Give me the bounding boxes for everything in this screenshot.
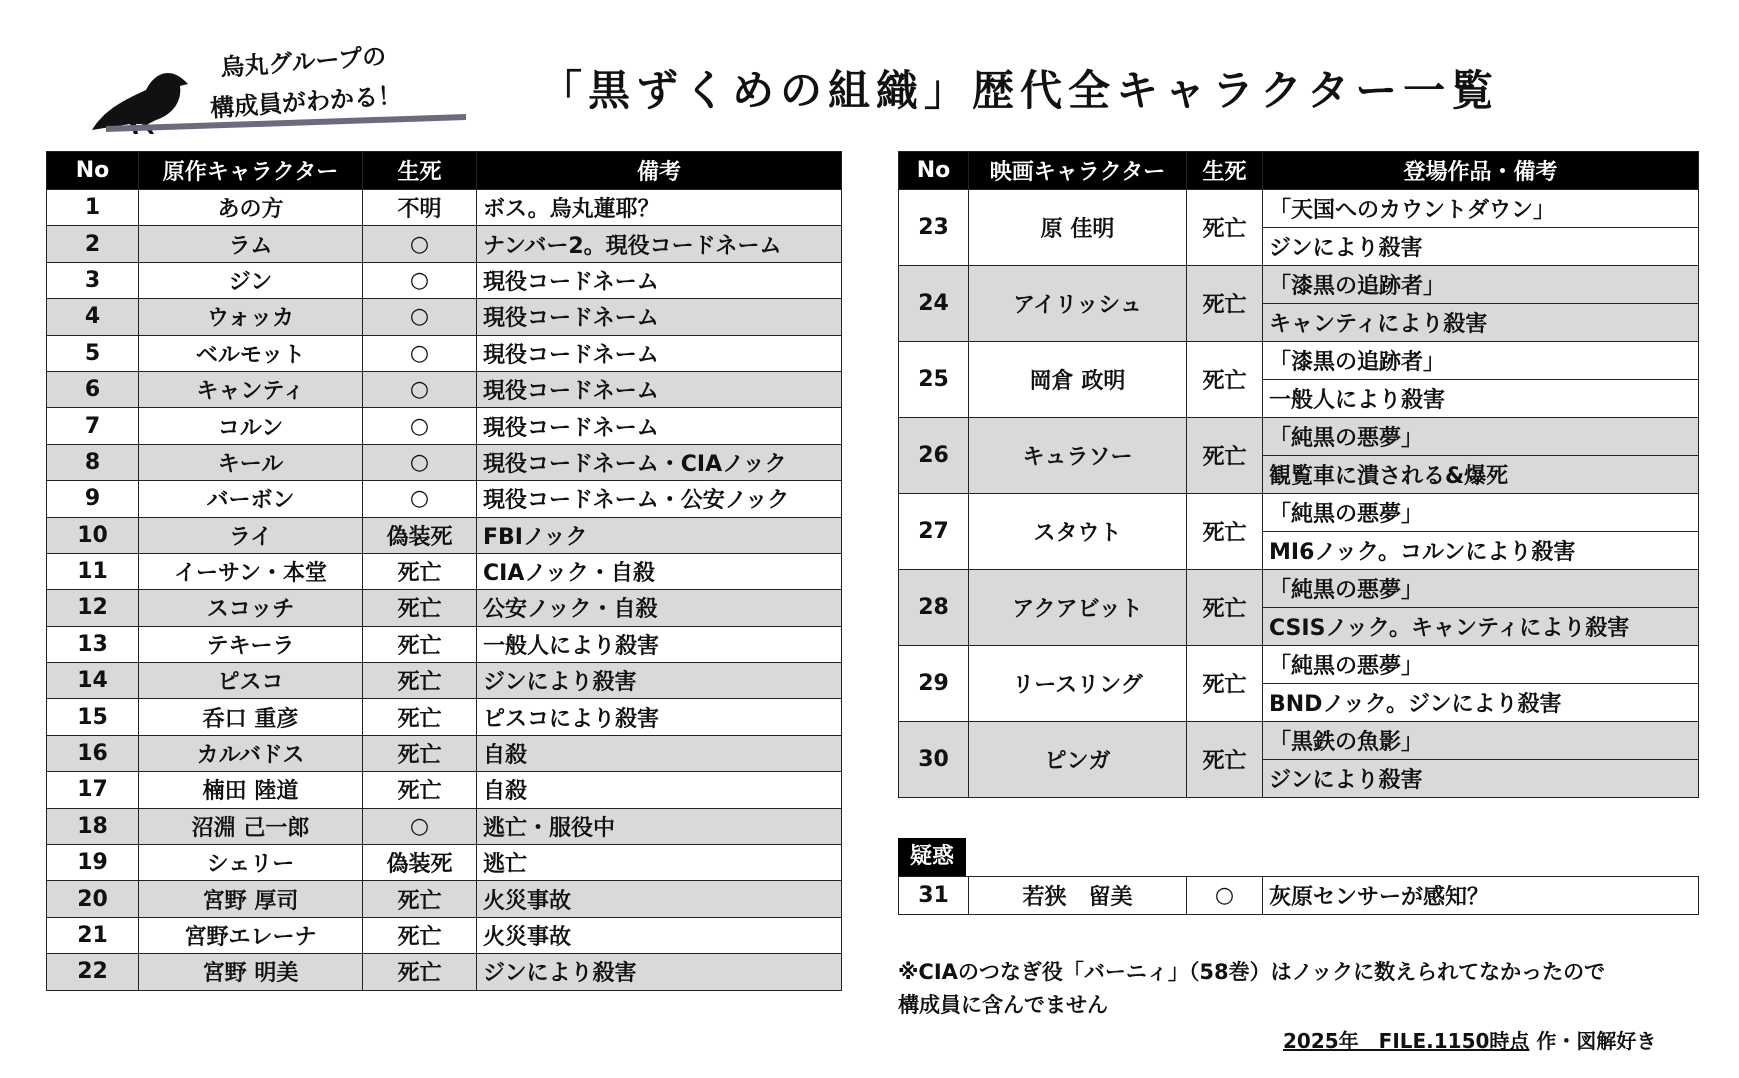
cell-name: ピスコ <box>139 663 363 699</box>
callout-text <box>187 34 423 140</box>
cell-note: 灰原センサーが感知？ <box>1263 877 1699 915</box>
table-row <box>47 517 842 553</box>
cell-note: BNDノック。ジンにより殺害 <box>1263 684 1699 722</box>
table-header-row <box>47 152 842 190</box>
table-row <box>899 190 1699 228</box>
cell-status: ○ <box>363 481 477 517</box>
cell-status: 死亡 <box>1187 342 1263 418</box>
cell-movie: 「黒鉄の魚影」 <box>1263 722 1699 760</box>
cell-name: コルン <box>139 408 363 444</box>
cell-note: CIAノック・自殺 <box>477 553 842 589</box>
cell-name: テキーラ <box>139 626 363 662</box>
cell-status: 死亡 <box>1187 722 1263 798</box>
header-no: No <box>899 152 969 190</box>
cell-status: ○ <box>363 444 477 480</box>
cell-name: 宮野 明美 <box>139 954 363 990</box>
cell-name: アクアビット <box>969 570 1187 646</box>
cell-no: 8 <box>47 444 139 480</box>
suspect-table <box>898 876 1699 915</box>
cell-status: 死亡 <box>363 735 477 771</box>
cell-status: 不明 <box>363 190 477 226</box>
cell-name: リースリング <box>969 646 1187 722</box>
header-name: 映画キャラクター <box>969 152 1187 190</box>
cell-no: 25 <box>899 342 969 418</box>
cell-name: キャンティ <box>139 371 363 407</box>
cell-status: 死亡 <box>1187 646 1263 722</box>
cell-name: 沼淵 己一郎 <box>139 808 363 844</box>
cell-no: 7 <box>47 408 139 444</box>
cell-status: 死亡 <box>363 772 477 808</box>
cell-status: 死亡 <box>1187 570 1263 646</box>
cell-no: 28 <box>899 570 969 646</box>
cell-no: 3 <box>47 262 139 298</box>
cell-name: ウォッカ <box>139 299 363 335</box>
table-row <box>47 663 842 699</box>
cell-no: 30 <box>899 722 969 798</box>
cell-movie: 「純黒の悪夢」 <box>1263 646 1699 684</box>
table-row <box>47 481 842 517</box>
cell-note: ボス。烏丸蓮耶？ <box>477 190 842 226</box>
cell-status: ○ <box>363 371 477 407</box>
credit-author: 作・図解好き <box>1536 1029 1657 1053</box>
cell-name: シェリー <box>139 845 363 881</box>
cell-status: 死亡 <box>363 917 477 953</box>
cell-no: 17 <box>47 772 139 808</box>
cell-movie: 「純黒の悪夢」 <box>1263 494 1699 532</box>
cell-note: 現役コードネーム <box>477 408 842 444</box>
header-note: 登場作品・備考 <box>1263 152 1699 190</box>
cell-name: スタウト <box>969 494 1187 570</box>
cell-note: 火災事故 <box>477 917 842 953</box>
cell-note: 火災事故 <box>477 881 842 917</box>
cell-name: あの方 <box>139 190 363 226</box>
cell-name: 岡倉 政明 <box>969 342 1187 418</box>
cell-note: 現役コードネーム <box>477 299 842 335</box>
cell-note: ジンにより殺害 <box>1263 228 1699 266</box>
cell-note: 一般人により殺害 <box>1263 380 1699 418</box>
cell-no: 27 <box>899 494 969 570</box>
cell-no: 18 <box>47 808 139 844</box>
cell-name: ピンガ <box>969 722 1187 798</box>
cell-status: ○ <box>1187 877 1263 915</box>
cell-name: カルバドス <box>139 735 363 771</box>
cell-no: 15 <box>47 699 139 735</box>
table-row <box>899 494 1699 532</box>
cell-no: 14 <box>47 663 139 699</box>
cell-note: キャンティにより殺害 <box>1263 304 1699 342</box>
cell-note: 自殺 <box>477 772 842 808</box>
cell-status: ○ <box>363 262 477 298</box>
cell-no: 10 <box>47 517 139 553</box>
cell-movie: 「純黒の悪夢」 <box>1263 418 1699 456</box>
table-row <box>899 342 1699 380</box>
cell-no: 12 <box>47 590 139 626</box>
cell-note: 現役コードネーム <box>477 335 842 371</box>
cell-note: ジンにより殺害 <box>1263 760 1699 798</box>
cell-name: ラム <box>139 226 363 262</box>
footnote-line2: 構成員に含んでません <box>898 993 1108 1017</box>
table-row <box>47 444 842 480</box>
table-row <box>899 646 1699 684</box>
cell-note: 公安ノック・自殺 <box>477 590 842 626</box>
cell-name: 宮野 厚司 <box>139 881 363 917</box>
cell-status: 死亡 <box>363 590 477 626</box>
header-note: 備考 <box>477 152 842 190</box>
callout-line1: 烏丸グループの <box>219 42 388 82</box>
table-row <box>47 954 842 990</box>
cell-note: 現役コードネーム <box>477 371 842 407</box>
suspect-label: 疑惑 <box>898 838 966 876</box>
cell-status: 偽装死 <box>363 517 477 553</box>
cell-note: 現役コードネーム <box>477 262 842 298</box>
callout-line2: 構成員がわかる！ <box>209 81 403 123</box>
table-row <box>47 845 842 881</box>
cell-note: CSISノック。キャンティにより殺害 <box>1263 608 1699 646</box>
cell-no: 29 <box>899 646 969 722</box>
table-row <box>47 226 842 262</box>
cell-status: 死亡 <box>363 553 477 589</box>
table-row <box>47 262 842 298</box>
cell-note: 逃亡 <box>477 845 842 881</box>
table-row <box>899 722 1699 760</box>
cell-status: 死亡 <box>1187 190 1263 266</box>
cell-movie: 「天国へのカウントダウン」 <box>1263 190 1699 228</box>
cell-no: 24 <box>899 266 969 342</box>
cell-name: ベルモット <box>139 335 363 371</box>
cell-status: 死亡 <box>1187 418 1263 494</box>
table-row <box>47 626 842 662</box>
cell-name: 宮野エレーナ <box>139 917 363 953</box>
table-row <box>47 772 842 808</box>
cell-note: 現役コードネーム・公安ノック <box>477 481 842 517</box>
table-row <box>47 408 842 444</box>
cell-no: 1 <box>47 190 139 226</box>
cell-no: 20 <box>47 881 139 917</box>
cell-note: 現役コードネーム・CIAノック <box>477 444 842 480</box>
cell-status: 死亡 <box>363 626 477 662</box>
cell-status: 死亡 <box>363 881 477 917</box>
cell-name: ライ <box>139 517 363 553</box>
header-name: 原作キャラクター <box>139 152 363 190</box>
table-row <box>47 881 842 917</box>
cell-name: イーサン・本堂 <box>139 553 363 589</box>
cell-name: キュラソー <box>969 418 1187 494</box>
cell-name: 原 佳明 <box>969 190 1187 266</box>
cell-status: 死亡 <box>1187 494 1263 570</box>
table-row <box>899 877 1699 915</box>
cell-note: ジンにより殺害 <box>477 954 842 990</box>
table-row <box>47 371 842 407</box>
table-row <box>47 808 842 844</box>
cell-no: 16 <box>47 735 139 771</box>
header-status: 生死 <box>1187 152 1263 190</box>
cell-no: 21 <box>47 917 139 953</box>
cell-status: 死亡 <box>363 699 477 735</box>
cell-movie: 「漆黒の追跡者」 <box>1263 342 1699 380</box>
cell-no: 6 <box>47 371 139 407</box>
cell-name: アイリッシュ <box>969 266 1187 342</box>
table-header-row <box>899 152 1699 190</box>
cell-name: バーボン <box>139 481 363 517</box>
cell-no: 31 <box>899 877 969 915</box>
cell-movie: 「漆黒の追跡者」 <box>1263 266 1699 304</box>
header-status: 生死 <box>363 152 477 190</box>
cell-status: 死亡 <box>363 954 477 990</box>
cell-name: スコッチ <box>139 590 363 626</box>
cell-status: 死亡 <box>363 663 477 699</box>
cell-note: MI6ノック。コルンにより殺害 <box>1263 532 1699 570</box>
cell-note: ピスコにより殺害 <box>477 699 842 735</box>
table-row <box>47 735 842 771</box>
cell-note: FBIノック <box>477 517 842 553</box>
manga-characters-table <box>46 151 842 991</box>
cell-status: 死亡 <box>1187 266 1263 342</box>
movie-characters-table <box>898 151 1699 798</box>
table-row <box>47 190 842 226</box>
table-row <box>47 590 842 626</box>
cell-no: 2 <box>47 226 139 262</box>
cell-no: 11 <box>47 553 139 589</box>
cell-note: 観覧車に潰される&爆死 <box>1263 456 1699 494</box>
page-title: 「黒ずくめの組織」歴代全キャラクター一覧 <box>540 66 1500 115</box>
table-row <box>899 418 1699 456</box>
footnote-line1: ※CIAのつなぎ役「バーニィ」（58巻）はノックに数えられてなかったので <box>898 960 1606 984</box>
table-row <box>47 335 842 371</box>
cell-no: 19 <box>47 845 139 881</box>
cell-note: ジンにより殺害 <box>477 663 842 699</box>
cell-name: 若狭 留美 <box>969 877 1187 915</box>
table-row <box>47 917 842 953</box>
cell-no: 13 <box>47 626 139 662</box>
table-row <box>47 553 842 589</box>
cell-status: ○ <box>363 808 477 844</box>
cell-name: 呑口 重彦 <box>139 699 363 735</box>
cell-note: 自殺 <box>477 735 842 771</box>
cell-name: キール <box>139 444 363 480</box>
credit-date: 2025年 FILE.1150時点 <box>1283 1029 1530 1053</box>
cell-status: ○ <box>363 408 477 444</box>
cell-name: ジン <box>139 262 363 298</box>
cell-no: 4 <box>47 299 139 335</box>
cell-status: 偽装死 <box>363 845 477 881</box>
credit <box>1283 1025 1703 1054</box>
cell-note: 一般人により殺害 <box>477 626 842 662</box>
cell-movie: 「純黒の悪夢」 <box>1263 570 1699 608</box>
cell-status: ○ <box>363 226 477 262</box>
table-row <box>47 299 842 335</box>
cell-no: 22 <box>47 954 139 990</box>
header-no: No <box>47 152 139 190</box>
cell-status: ○ <box>363 299 477 335</box>
cell-no: 9 <box>47 481 139 517</box>
table-row <box>899 570 1699 608</box>
table-row <box>47 699 842 735</box>
table-row <box>899 266 1699 304</box>
cell-status: ○ <box>363 335 477 371</box>
footnote <box>898 956 1698 1022</box>
cell-note: 逃亡・服役中 <box>477 808 842 844</box>
cell-no: 23 <box>899 190 969 266</box>
cell-no: 26 <box>899 418 969 494</box>
cell-no: 5 <box>47 335 139 371</box>
cell-name: 楠田 陸道 <box>139 772 363 808</box>
cell-note: ナンバー2。現役コードネーム <box>477 226 842 262</box>
